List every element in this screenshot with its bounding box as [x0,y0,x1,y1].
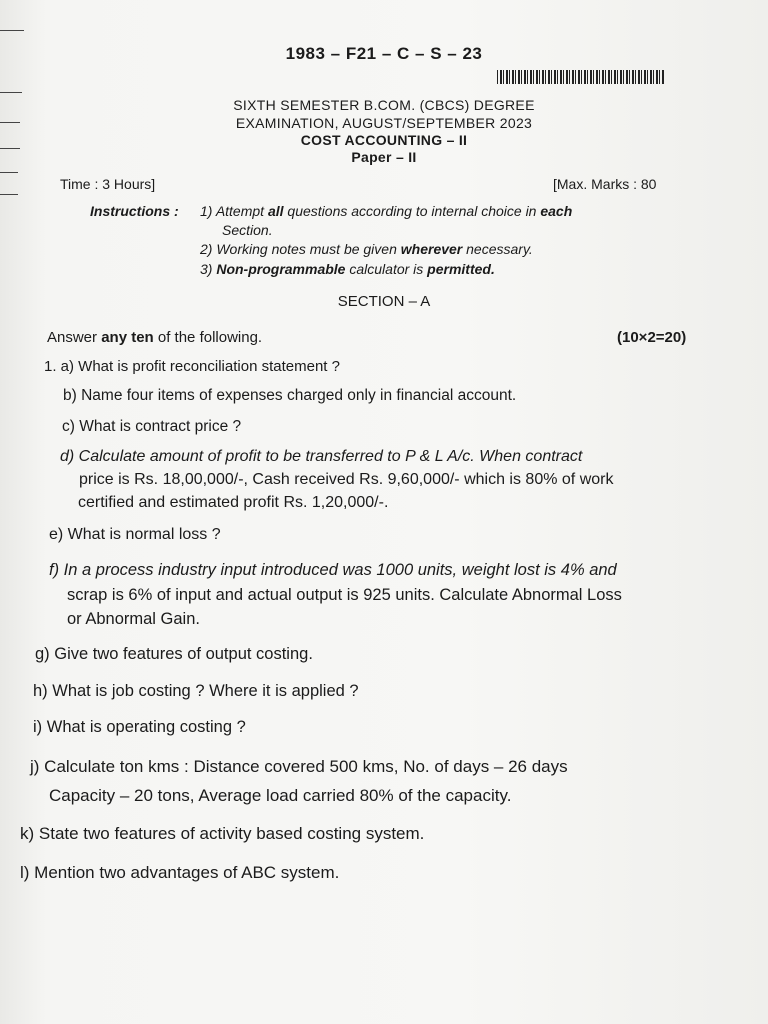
question-1f-line3: or Abnormal Gain. [67,610,200,628]
question-1e: e) What is normal loss ? [49,526,221,543]
section-marks: (10×2=20) [617,329,687,346]
instruction-text: necessary. [462,241,533,257]
section-title: SECTION – A [337,293,431,310]
question-1c: c) What is contract price ? [62,418,242,435]
question-1d-line2: price is Rs. 18,00,000/-, Cash received Rs. 9,60,000/- which is 80% of work [79,471,614,488]
exam-title-line1: SIXTH SEMESTER B.COM. (CBCS) DEGREE [233,97,535,113]
question-text: f) In a process industry input introduced was 1000 units, weight lost is 4% and [49,561,617,579]
instruction-1 [200,203,572,219]
instruction-emphasis: wherever [400,241,463,257]
barcode [497,70,665,84]
max-marks: [Max. Marks : 80 [553,176,657,192]
question-1d-line1: d) Calculate amount of profit to be transferred to P & L A/c. When contract [60,448,583,465]
paper-title: Paper – II [351,149,417,165]
instruction-text: 2) Working notes must be given [200,241,401,257]
question-1h: h) What is job costing ? Where it is applied ? [33,682,359,700]
instruction-emphasis: Non-programmable [216,261,346,277]
instruction-3 [200,261,495,277]
exam-title-line2: EXAMINATION, AUGUST/SEPTEMBER 2023 [235,115,533,131]
question-1b: b) Name four items of expenses charged only in financial account. [63,387,517,404]
question-1g: g) Give two features of output costing. [35,645,313,663]
instruction-text: Answer [47,329,102,346]
instruction-text: of the following. [153,329,263,346]
section-instruction [47,329,262,346]
question-1f-line1 [49,562,617,579]
instructions-label: Instructions : [90,203,179,219]
question-1i: i) What is operating costing ? [33,718,246,736]
instruction-emphasis: each [540,203,573,219]
instruction-2 [200,241,533,257]
instruction-emphasis: all [267,203,284,219]
question-1k: k) State two features of activity based costing system. [20,824,425,843]
question-1f-line2: scrap is 6% of input and actual output is 925 units. Calculate Abnormal Loss [67,586,622,604]
question-1j-line2: Capacity – 20 tons, Average load carried 80% of the capacity. [49,786,512,805]
time-allowed: Time : 3 Hours] [60,176,156,192]
instruction-text: questions according to internal choice in [283,203,541,219]
question-1j-line1: j) Calculate ton kms : Distance covered 500 kms, No. of days – 26 days [30,757,568,776]
question-1a: 1. a) What is profit reconciliation statement ? [44,358,340,375]
instruction-text: calculator is [345,261,428,277]
instruction-emphasis: any ten [101,329,154,346]
instruction-emphasis: permitted. [427,261,495,277]
question-1d-line3: certified and estimated profit Rs. 1,20,000/-. [78,494,389,511]
instruction-text: 1) Attempt [200,203,268,219]
question-1l: l) Mention two advantages of ABC system. [20,863,340,882]
subject-title: COST ACCOUNTING – II [300,132,468,148]
instruction-text: 3) [200,261,217,277]
paper-code: 1983 – F21 – C – S – 23 [285,44,483,63]
instruction-1-cont: Section. [222,222,273,238]
